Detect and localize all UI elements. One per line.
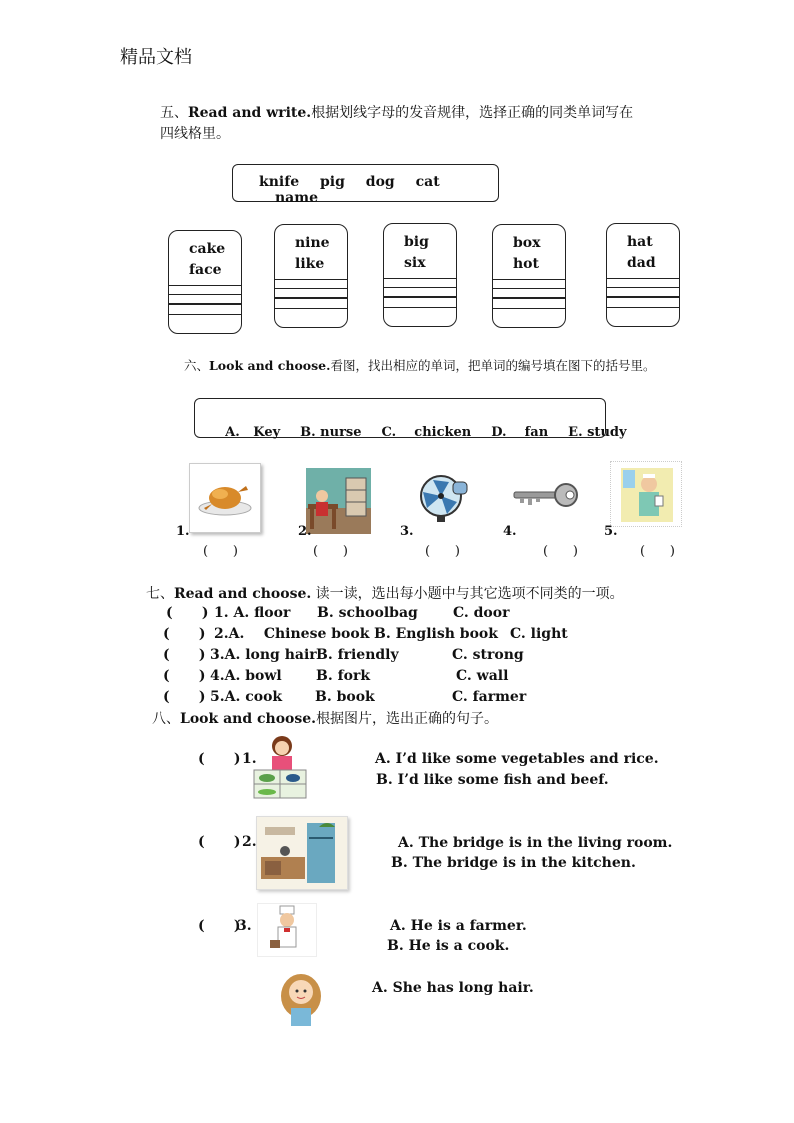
- options-list: [207, 410, 627, 455]
- sentence-a: A. The bridge is in the living room.: [398, 835, 673, 851]
- card-word: like: [295, 256, 325, 272]
- option-b: B. schoolbag: [317, 605, 418, 621]
- section5-title-cn1: 根据划线字母的发音规律，选择正确的同类单词写在: [311, 105, 634, 121]
- word-bank-item: knife: [259, 174, 300, 190]
- option-b: B. friendly: [316, 647, 399, 663]
- answer-blank[interactable]: ( ): [198, 834, 241, 850]
- section7-prefix: 七、: [146, 586, 174, 602]
- answer-blank[interactable]: ( ): [163, 668, 206, 684]
- word-bank: [259, 174, 498, 206]
- option-item: A. Key: [225, 425, 281, 440]
- kitchen-icon: [256, 816, 348, 890]
- card-word: dad: [627, 255, 656, 271]
- option-c: C. wall: [456, 668, 509, 684]
- sentence-a: A. I’d like some vegetables and rice.: [375, 751, 659, 767]
- answer-blank[interactable]: ( ): [313, 544, 348, 559]
- question-row: [163, 626, 206, 642]
- section7-title-cn: 读一读，选出每小题中与其它选项不同类的一项。: [311, 586, 624, 602]
- option-a: 2.A. Chinese book: [214, 626, 370, 642]
- item-number: 2.: [242, 834, 257, 850]
- card-word: cake: [189, 241, 226, 257]
- card-word: six: [404, 255, 426, 271]
- phonics-card-2: [274, 224, 348, 328]
- sentence-b: B. I’d like some fish and beef.: [376, 772, 609, 788]
- item-number: 1.: [242, 751, 257, 767]
- answer-blank[interactable]: ( ): [640, 544, 675, 559]
- study-room-icon: [306, 468, 371, 534]
- section7-title-en: Read and choose.: [174, 586, 312, 602]
- phonics-card-1: [168, 230, 242, 334]
- section5-title-cn2: 四线格里。: [160, 126, 230, 142]
- sentence-b: B. He is a cook.: [387, 938, 510, 954]
- section5-title-en: Read and write.: [188, 105, 312, 121]
- section5-prefix: 五、: [160, 105, 188, 121]
- section8-title-cn: 根据图片，选出正确的句子。: [316, 711, 499, 727]
- phonics-card-3: [383, 223, 457, 327]
- section5-title: [160, 103, 700, 145]
- option-c: C. farmer: [452, 689, 527, 705]
- key-icon: [510, 478, 582, 512]
- card-word: hat: [627, 234, 653, 250]
- answer-blank[interactable]: ( ): [163, 626, 206, 642]
- section7-title: [146, 584, 624, 605]
- question-row: [163, 647, 206, 663]
- section8-prefix: 八、: [152, 711, 180, 727]
- card-word: face: [189, 262, 222, 278]
- option-a: 1. A. floor: [214, 605, 291, 621]
- option-item: E. study: [568, 425, 627, 440]
- word-bank-item: name: [275, 190, 318, 206]
- answer-blank[interactable]: ( ): [425, 544, 460, 559]
- section6-prefix: 六、: [184, 358, 210, 373]
- option-a: 5.A. cook: [210, 689, 283, 705]
- option-c: C. light: [510, 626, 568, 642]
- answer-blank[interactable]: ( ): [198, 918, 241, 934]
- option-c: C. door: [453, 605, 510, 621]
- section6-title-en: Look and choose.: [209, 358, 331, 373]
- girl-food-icon: [252, 732, 308, 800]
- page-header: 精品文档: [120, 47, 192, 68]
- cook-icon: [257, 903, 317, 957]
- answer-blank[interactable]: ( ): [163, 647, 206, 663]
- phonics-card-5: [606, 223, 680, 327]
- answer-blank[interactable]: ( ): [163, 689, 206, 705]
- card-word: nine: [295, 235, 330, 251]
- question-row: [163, 689, 206, 705]
- option-b: B. English book: [374, 626, 498, 642]
- phonics-card-4: [492, 224, 566, 328]
- answer-blank[interactable]: ( ): [166, 605, 209, 621]
- long-hair-girl-icon: [272, 970, 330, 1028]
- option-item: B. nurse: [300, 425, 362, 440]
- item-number: 2.: [298, 524, 312, 539]
- item-number: 3.: [400, 524, 414, 539]
- answer-blank[interactable]: ( ): [543, 544, 578, 559]
- card-word: hot: [513, 256, 539, 272]
- item-number: 4.: [503, 524, 517, 539]
- item-number: 3.: [237, 918, 252, 934]
- option-item: D. fan: [491, 425, 549, 440]
- section8-title-en: Look and choose.: [180, 711, 317, 727]
- card-word: big: [404, 234, 429, 250]
- sentence-b: B. The bridge is in the kitchen.: [391, 855, 636, 871]
- option-item: C. chicken: [381, 425, 472, 440]
- word-bank-item: pig: [320, 174, 345, 190]
- section8-title: [152, 709, 498, 730]
- sentence-a: A. He is a farmer.: [390, 918, 527, 934]
- option-a: 4.A. bowl: [210, 668, 282, 684]
- answer-blank[interactable]: ( ): [198, 751, 241, 767]
- option-c: C. strong: [452, 647, 524, 663]
- roast-chicken-icon: [189, 463, 261, 533]
- word-bank-item: dog: [365, 174, 395, 190]
- word-bank-item: cat: [415, 174, 440, 190]
- question-row: [163, 668, 206, 684]
- section6-title: [184, 356, 656, 374]
- options-box: [194, 398, 627, 440]
- option-b: B. fork: [316, 668, 371, 684]
- item-number: 1.: [176, 524, 190, 539]
- nurse-icon: [610, 461, 682, 527]
- option-a: 3.A. long hair: [210, 647, 317, 663]
- question-row: [166, 605, 209, 621]
- section6-title-cn: 看图，找出相应的单词，把单词的编号填在图下的括号里。: [330, 358, 656, 373]
- card-word: box: [513, 235, 541, 251]
- word-bank-box: [232, 164, 499, 206]
- option-b: B. book: [315, 689, 375, 705]
- answer-blank[interactable]: ( ): [203, 544, 238, 559]
- sentence-a: A. She has long hair.: [372, 980, 534, 996]
- item-number: 5.: [604, 524, 618, 539]
- fan-icon: [405, 470, 480, 526]
